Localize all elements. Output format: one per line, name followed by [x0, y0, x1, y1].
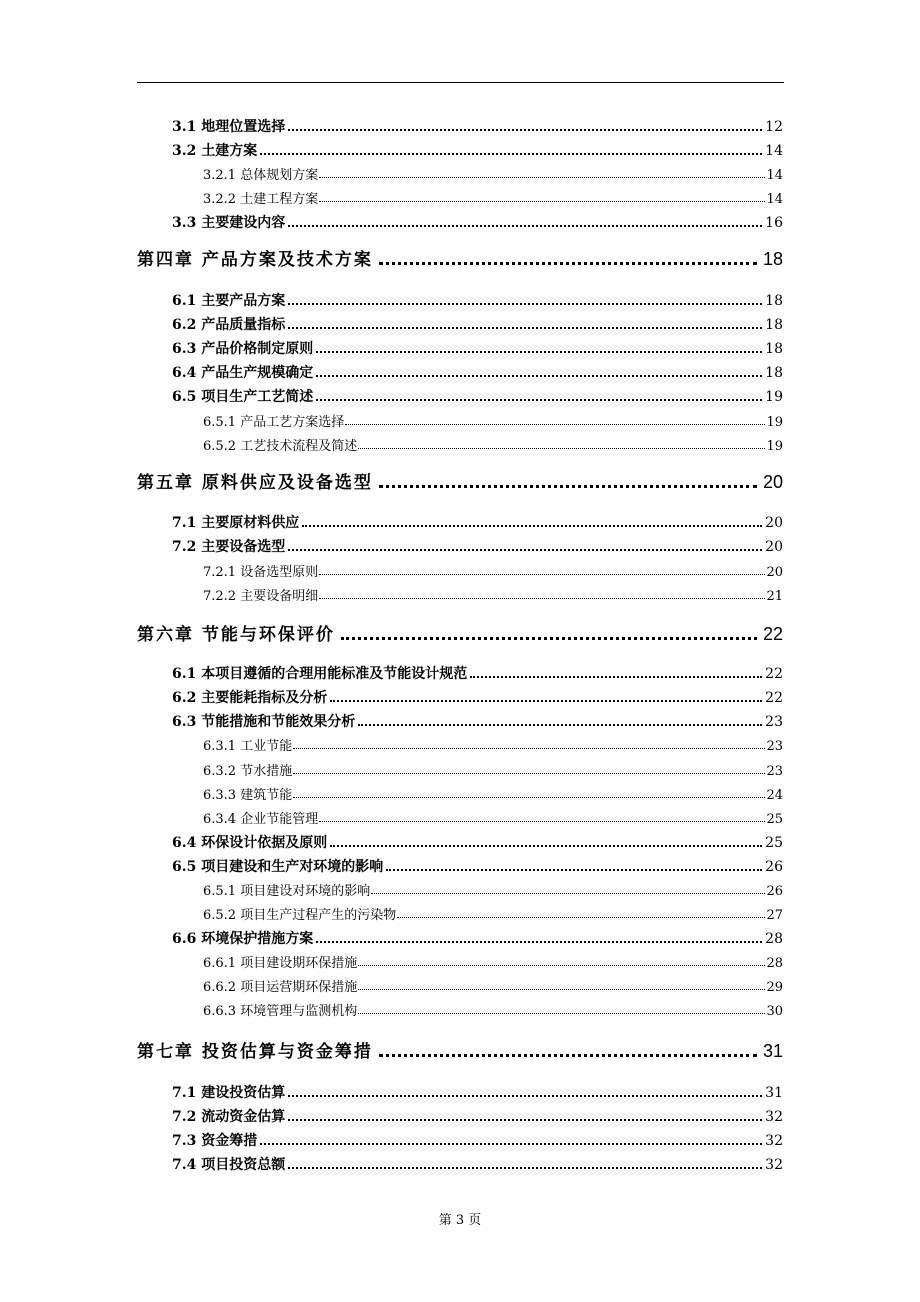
toc-leader-dots: [397, 917, 765, 918]
toc-page-number: 19: [766, 415, 783, 430]
toc-entry-label: 7.3 资金筹措: [172, 1133, 258, 1149]
toc-page-number: 12: [765, 119, 783, 135]
toc-entry[interactable]: [203, 784, 783, 802]
toc-entry-label: 3.2.1 总体规划方案: [203, 168, 319, 183]
toc-page-number: 20: [762, 472, 783, 492]
toc-page-number: 18: [765, 341, 783, 357]
toc-entry[interactable]: [203, 976, 783, 994]
toc-leader-dots: [316, 351, 762, 353]
toc-leader-dots: [288, 549, 762, 551]
toc-entry-label: 6.6.1 项目建设期环保措施: [203, 956, 358, 971]
toc-page-number: 14: [765, 143, 783, 159]
toc-leader-dots: [316, 375, 762, 377]
toc-entry-label: 6.3 产品价格制定原则: [172, 341, 314, 357]
toc-page-number: 22: [765, 690, 783, 706]
toc-entry-label: 7.2.2 主要设备明细: [203, 589, 319, 604]
toc-entry-label: 6.3.1 工业节能: [203, 739, 293, 754]
toc-entry[interactable]: [203, 585, 783, 603]
toc-page-number: 22: [762, 624, 783, 644]
toc-leader-dots: [358, 965, 765, 966]
toc-entry[interactable]: [172, 687, 783, 707]
toc-entry-label: 7.1 建设投资估算: [172, 1085, 286, 1101]
toc-page-number: 28: [766, 956, 783, 971]
toc-entry[interactable]: [172, 116, 783, 136]
toc-entry-label: 3.1 地理位置选择: [172, 119, 286, 135]
toc-page-number: 18: [765, 365, 783, 381]
toc-page-number: 14: [766, 168, 783, 183]
toc-entry[interactable]: [172, 1130, 783, 1150]
toc-entry-label: 6.6.3 环境管理与监测机构: [203, 1004, 358, 1019]
toc-leader-dots: [358, 724, 762, 726]
toc-page-number: 32: [765, 1109, 783, 1125]
toc-entry-label: 7.1 主要原材料供应: [172, 515, 300, 531]
toc-chapter-entry[interactable]: [137, 1037, 783, 1063]
toc-entry[interactable]: [172, 1082, 783, 1102]
toc-entry[interactable]: [172, 1106, 783, 1126]
toc-page-number: 25: [765, 835, 783, 851]
toc-page-number: 20: [766, 565, 783, 580]
toc-leader-dots: [288, 303, 762, 305]
toc-entry-label: 第六章 节能与环保评价: [137, 625, 335, 645]
toc-leader-dots: [386, 869, 762, 871]
toc-leader-dots: [319, 201, 765, 202]
toc-entry[interactable]: [172, 290, 783, 310]
toc-entry-label: 7.2 流动资金估算: [172, 1109, 286, 1125]
toc-page-number: 20: [765, 539, 783, 555]
toc-entry-label: 6.5.1 产品工艺方案选择: [203, 415, 345, 430]
toc-chapter-entry[interactable]: [137, 468, 783, 494]
toc-entry[interactable]: [172, 338, 783, 358]
toc-leader-dots: [358, 989, 765, 990]
toc-leader-dots: [288, 1119, 762, 1121]
toc-entry-label: 6.5.1 项目建设对环境的影响: [203, 884, 371, 899]
toc-entry[interactable]: [203, 808, 783, 826]
toc-entry-label: 7.2.1 设备选型原则: [203, 565, 319, 580]
toc-chapter-entry[interactable]: [137, 620, 783, 646]
toc-entry-label: 6.1 本项目遵循的合理用能标准及节能设计规范: [172, 666, 468, 682]
toc-page-number: 18: [765, 317, 783, 333]
toc-page-number: 31: [762, 1041, 783, 1061]
toc-entry[interactable]: [203, 561, 783, 579]
toc-leader-dots: [316, 399, 762, 401]
page-number: 第 3 页: [438, 1213, 482, 1228]
toc-page-number: 23: [765, 714, 783, 730]
toc-entry-label: 6.5 项目生产工艺简述: [172, 389, 314, 405]
toc-page-number: 19: [765, 389, 783, 405]
toc-page-number: 28: [765, 931, 783, 947]
toc-leader-dots: [302, 525, 762, 527]
toc-page-number: 24: [766, 788, 783, 803]
toc-entry-label: 6.3.3 建筑节能: [203, 788, 293, 803]
toc-leader-dots: [260, 1143, 762, 1145]
toc-entry[interactable]: [172, 856, 783, 876]
toc-entry-label: 7.4 项目投资总额: [172, 1157, 286, 1173]
toc-leader-dots: [379, 1054, 757, 1057]
toc-entry-label: 6.3 节能措施和节能效果分析: [172, 714, 356, 730]
toc-leader-dots: [470, 676, 762, 678]
toc-leader-dots: [358, 1013, 765, 1014]
toc-entry[interactable]: [172, 663, 783, 683]
toc-leader-dots: [358, 448, 765, 449]
toc-entry-label: 6.3.4 企业节能管理: [203, 812, 319, 827]
toc-page-number: 27: [766, 908, 783, 923]
toc-entry[interactable]: [203, 1000, 783, 1018]
toc-entry[interactable]: [172, 536, 783, 556]
toc-entry-label: 6.6.2 项目运营期环保措施: [203, 980, 358, 995]
toc-leader-dots: [288, 1167, 762, 1169]
toc-entry[interactable]: [172, 212, 783, 232]
toc-leader-dots: [316, 941, 762, 943]
toc-leader-dots: [379, 485, 757, 488]
toc-page-number: 19: [766, 439, 783, 454]
toc-entry-label: 6.4 环保设计依据及原则: [172, 835, 328, 851]
toc-leader-dots: [319, 821, 765, 822]
toc-entry-label: 6.2 产品质量指标: [172, 317, 286, 333]
toc-entry-label: 第七章 投资估算与资金筹措: [137, 1042, 373, 1062]
toc-page-number: 31: [765, 1085, 783, 1101]
toc-leader-dots: [288, 129, 762, 131]
toc-entry[interactable]: [203, 164, 783, 182]
toc-entry[interactable]: [203, 735, 783, 753]
toc-entry-label: 6.4 产品生产规模确定: [172, 365, 314, 381]
toc-entry-label: 6.5.2 工艺技术流程及简述: [203, 439, 358, 454]
toc-entry[interactable]: [172, 928, 783, 948]
toc-entry-label: 6.3.2 节水措施: [203, 764, 293, 779]
toc-entry[interactable]: [172, 1154, 783, 1174]
toc-leader-dots: [319, 598, 765, 599]
toc-page-number: 26: [766, 884, 783, 899]
toc-leader-dots: [345, 424, 765, 425]
toc-page-number: 20: [765, 515, 783, 531]
toc-page-number: 21: [766, 589, 783, 604]
toc-page-number: 26: [765, 859, 783, 875]
toc-entry[interactable]: [172, 362, 783, 382]
toc-entry-label: 第五章 原料供应及设备选型: [137, 473, 373, 493]
toc-entry-label: 6.5.2 项目生产过程产生的污染物: [203, 908, 397, 923]
toc-leader-dots: [260, 153, 762, 155]
toc-leader-dots: [330, 700, 762, 702]
toc-leader-dots: [330, 845, 762, 847]
toc-entry[interactable]: [172, 832, 783, 852]
toc-page-number: 22: [765, 666, 783, 682]
toc-page-number: 18: [762, 249, 783, 269]
toc-entry[interactable]: [203, 952, 783, 970]
toc-page-number: 25: [766, 812, 783, 827]
toc-leader-dots: [319, 177, 765, 178]
toc-entry-label: 6.2 主要能耗指标及分析: [172, 690, 328, 706]
toc-leader-dots: [288, 225, 762, 227]
toc-entry[interactable]: [203, 904, 783, 922]
toc-entry[interactable]: [172, 711, 783, 731]
toc-entry[interactable]: [172, 314, 783, 334]
toc-leader-dots: [379, 262, 757, 265]
toc-page-number: 16: [765, 215, 783, 231]
toc-leader-dots: [293, 797, 765, 798]
toc-entry-label: 7.2 主要设备选型: [172, 539, 286, 555]
toc-entry[interactable]: [203, 760, 783, 778]
toc-entry-label: 6.1 主要产品方案: [172, 293, 286, 309]
toc-entry-label: 3.2 土建方案: [172, 143, 258, 159]
toc-entry-label: 6.6 环境保护措施方案: [172, 931, 314, 947]
toc-entry-label: 3.2.2 土建工程方案: [203, 192, 319, 207]
toc-entry[interactable]: [203, 435, 783, 453]
toc-chapter-entry[interactable]: [137, 245, 783, 271]
toc-entry[interactable]: [172, 386, 783, 406]
toc-leader-dots: [293, 773, 765, 774]
toc-leader-dots: [288, 1095, 762, 1097]
toc-page-number: 18: [765, 293, 783, 309]
toc-page-number: 29: [766, 980, 783, 995]
toc-entry[interactable]: [203, 411, 783, 429]
toc-leader-dots: [293, 748, 765, 749]
toc-entry-label: 第四章 产品方案及技术方案: [137, 250, 373, 270]
toc-page-number: 32: [765, 1157, 783, 1173]
toc-page-number: 23: [766, 764, 783, 779]
toc-entry[interactable]: [172, 140, 783, 160]
toc-entry-label: 3.3 主要建设内容: [172, 215, 286, 231]
toc-entry[interactable]: [203, 188, 783, 206]
toc-leader-dots: [288, 327, 762, 329]
toc-entry[interactable]: [172, 512, 783, 532]
header-rule: [137, 82, 784, 83]
toc-page-number: 14: [766, 192, 783, 207]
toc-page-number: 23: [766, 739, 783, 754]
toc-page-number: 32: [765, 1133, 783, 1149]
toc-page-number: 30: [766, 1004, 783, 1019]
toc-entry[interactable]: [203, 880, 783, 898]
toc-leader-dots: [341, 637, 757, 640]
toc-entry-label: 6.5 项目建设和生产对环境的影响: [172, 859, 384, 875]
toc-leader-dots: [319, 574, 765, 575]
toc-leader-dots: [371, 893, 765, 894]
